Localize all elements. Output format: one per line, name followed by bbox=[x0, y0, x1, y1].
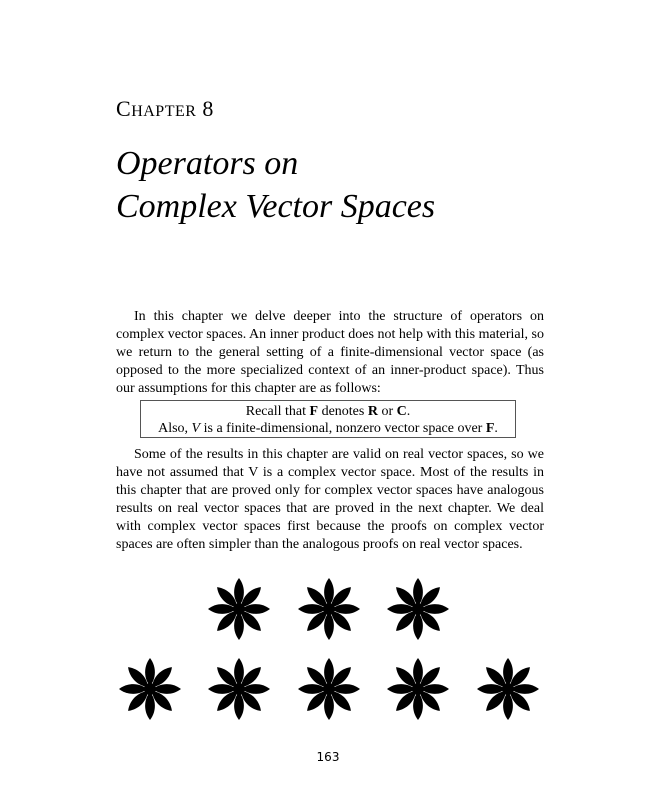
chapter-title-line-2: Complex Vector Spaces bbox=[116, 188, 436, 225]
asterisk-flower-icon bbox=[387, 658, 449, 720]
asterisk-flower-icon bbox=[208, 578, 270, 640]
asterisk-flower-icon bbox=[208, 658, 270, 720]
intro-paragraph: In this chapter we delve deeper into the structure of operators on complex vector spaces. An inner product does not help with this material, so we return to the general setting of a finite-dimensional vector space (as opposed to the more specialized context of an inner-product space). Thus our assumptions for this chapter are as follows: bbox=[116, 309, 544, 396]
page-number: 163 bbox=[316, 750, 340, 764]
asterisk-flower-icon bbox=[298, 658, 360, 720]
chapter-title bbox=[116, 142, 435, 228]
chapter-title-line-1: Operators on bbox=[116, 145, 299, 182]
chapter-number: 8 bbox=[202, 96, 214, 121]
asterisk-flower-icon bbox=[477, 658, 539, 720]
assumption-line-1: Recall that F denotes R or C. bbox=[245, 404, 411, 419]
chapter-label-rest: HAPTER bbox=[131, 103, 197, 120]
chapter-label bbox=[116, 96, 214, 125]
asterisk-flower-icon bbox=[119, 658, 181, 720]
assumptions-box bbox=[140, 400, 516, 438]
asterisk-flower-icon bbox=[298, 578, 360, 640]
chapter-label-initial: C bbox=[116, 96, 132, 121]
asterisk-flower-icon bbox=[387, 578, 449, 640]
assumption-line-2: Also, V is a finite-dimensional, nonzero vector space over F. bbox=[158, 421, 498, 436]
second-paragraph: Some of the results in this chapter are valid on real vector spaces, so we have not assumed that V is a complex vector space. Most of the results in this chapter that are proved only for complex vector spaces have analogous results on real vector spaces that are proved in the next chapter. We deal with complex vector spaces first because the proofs on complex vector spaces are often simpler than the analogous proofs on real vector spaces. bbox=[116, 447, 544, 552]
